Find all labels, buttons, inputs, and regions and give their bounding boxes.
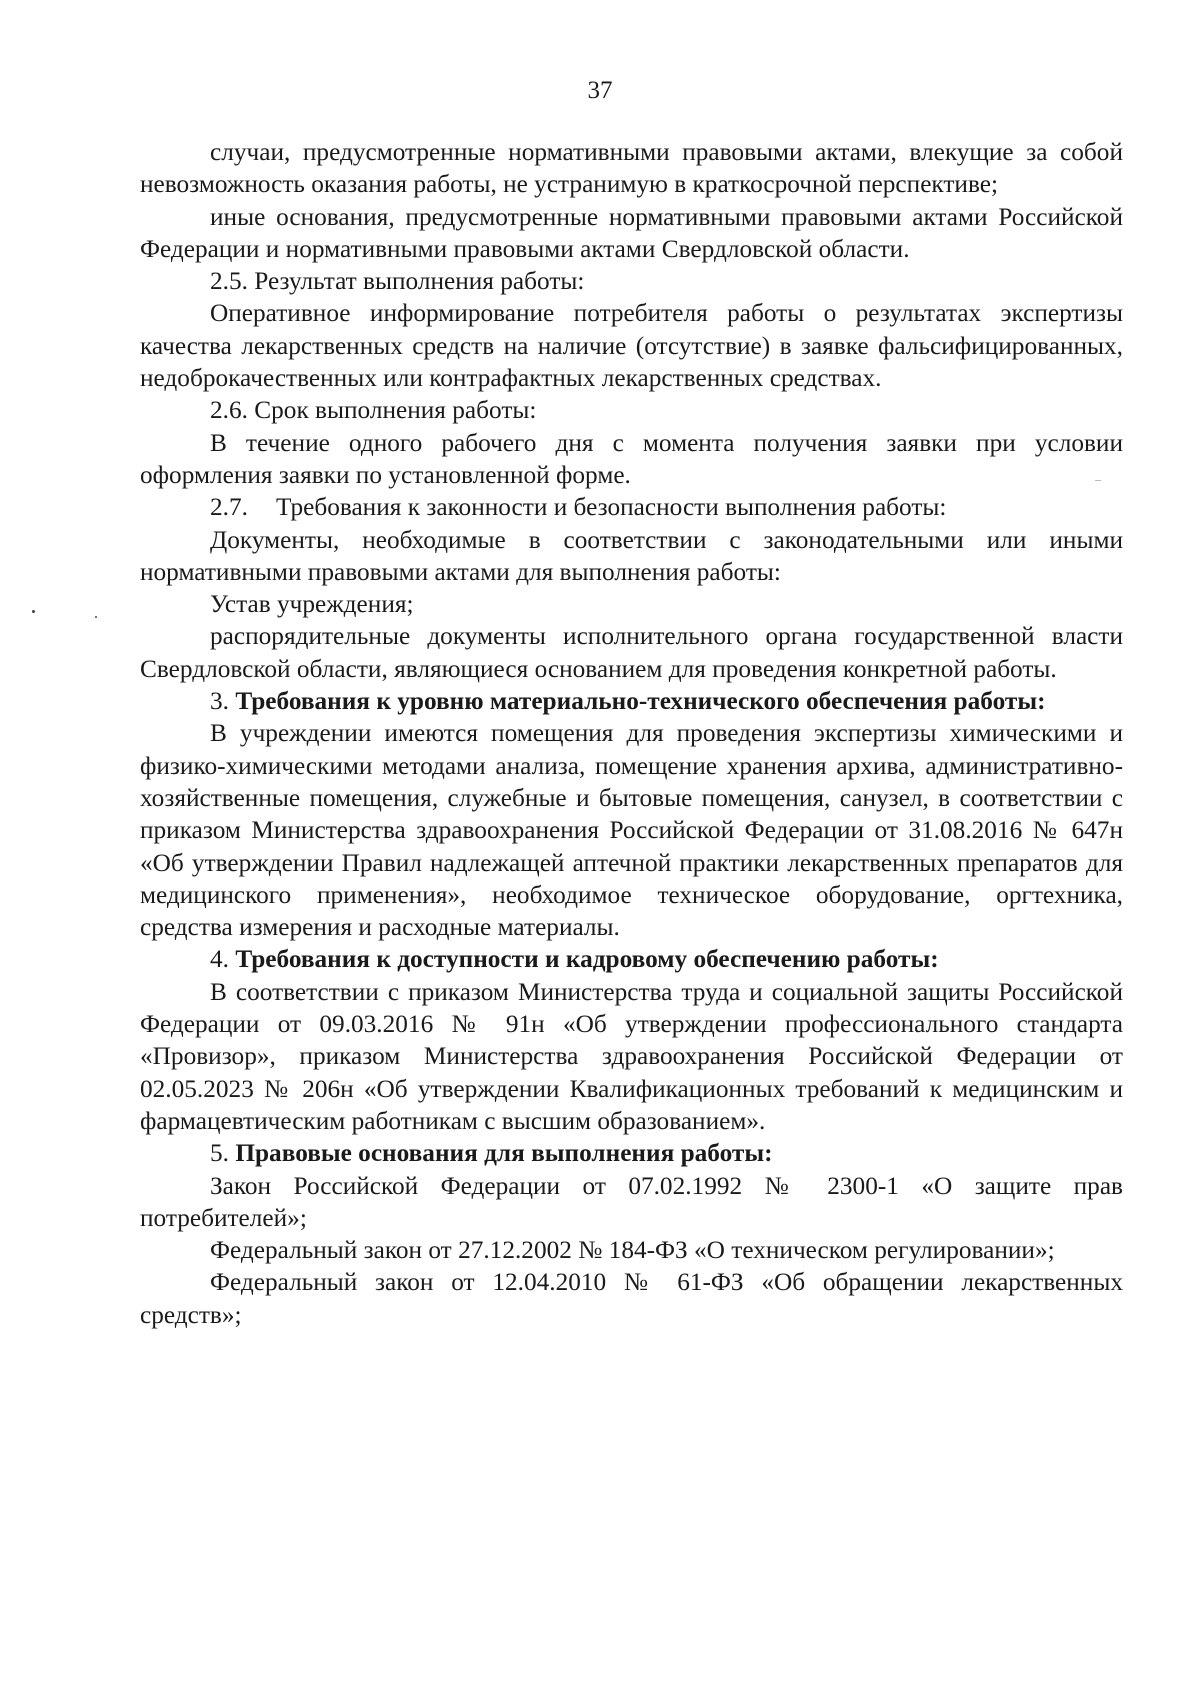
section-2-6-title: 2.6. Срок выполнения работы: [210,396,537,425]
document-body [140,136,1123,1331]
paragraph-premises: В учреждении имеются помещения для проведения экспертизы химическими и физико-химическими методами анализа, помещение хранения архива, административно-хозяйственные помещения, служебные и бытовые помещения, санузел, в соответствии с приказом Министерства здравоохранения Российской Федерации от 31.08.2016 № 647н «Об утверждении Правил надлежащей аптечной практики лекарственных препаратов для медицинского применения», необходимое техническое оборудование, оргтехника, средства измерения и расходные материалы. [140,719,1123,942]
paragraph-cases: случаи, предусмотренные нормативными правовыми актами, влекущие за собой невозможность оказания работы, не устранимую в краткосрочной перспективе; [140,138,1123,199]
section-2-7-title [140,491,1123,523]
section-5-number: 5. [210,1139,229,1168]
section-2-7-number: 2.7. [210,493,248,522]
paragraph-deadline: В течение одного рабочего дня с момента получения заявки при условии оформления заявки по установленной форме. [140,428,1123,489]
scan-speck [32,610,35,613]
section-5-text: Правовые основания для выполнения работы: [235,1139,773,1168]
page-number: 37 [587,77,613,104]
section-5-heading [140,1137,1123,1169]
paragraph-result: Оперативное информирование потребителя работы о результатах экспертизы качества лекарственных средств на наличие (отсутствие) в заявке фальсифицированных, недоброкачественных или контрафактных лекарственных средствах. [140,299,1123,393]
section-4-heading [140,943,1123,975]
section-3-heading [140,685,1123,717]
scan-mark [1095,480,1101,481]
section-3-text: Требования к уровню материально-технического обеспечения работы: [235,687,1046,716]
paragraph-charter: Устав учреждения; [210,590,414,619]
paragraph-law-medicines: Федеральный закон от 12.04.2010 № 61-ФЗ «Об обращении лекарственных средств»; [140,1268,1123,1329]
scan-speck [95,616,97,618]
paragraph-documents: Документы, необходимые в соответствии с законодательными или иными нормативными правовыми актами для выполнения работы: [140,525,1123,586]
paragraph-law-consumer: Закон Российской Федерации от 07.02.1992 № 2300-1 «О защите прав потребителей»; [140,1171,1123,1232]
paragraph-orders: распорядительные документы исполнительного органа государственной власти Свердловской области, являющиеся основанием для проведения конкретной работы. [140,622,1123,683]
paragraph-other-grounds: иные основания, предусмотренные нормативными правовыми актами Российской Федерации и нормативными правовыми актами Свердловской области. [140,202,1123,263]
section-4-text: Требования к доступности и кадровому обеспечению работы: [235,945,939,974]
section-4-number: 4. [210,945,229,974]
section-2-7-text: Требования к законности и безопасности выполнения работы: [275,493,947,522]
paragraph-law-technical: Федеральный закон от 27.12.2002 № 184-ФЗ «О техническом регулировании»; [210,1236,1055,1265]
paragraph-staffing: В соответствии с приказом Министерства труда и социальной защиты Российской Федерации от 09.03.2016 № 91н «Об утверждении профессионального стандарта «Провизор», приказом Министерства здравоохранения Российской Федерации от 02.05.2023 № 206н «Об утверждении Квалификационных требований к медицинским и фармацевтическим работникам с высшим образованием». [140,977,1123,1135]
section-2-5-title: 2.5. Результат выполнения работы: [210,267,585,296]
section-3-number: 3. [210,687,229,716]
